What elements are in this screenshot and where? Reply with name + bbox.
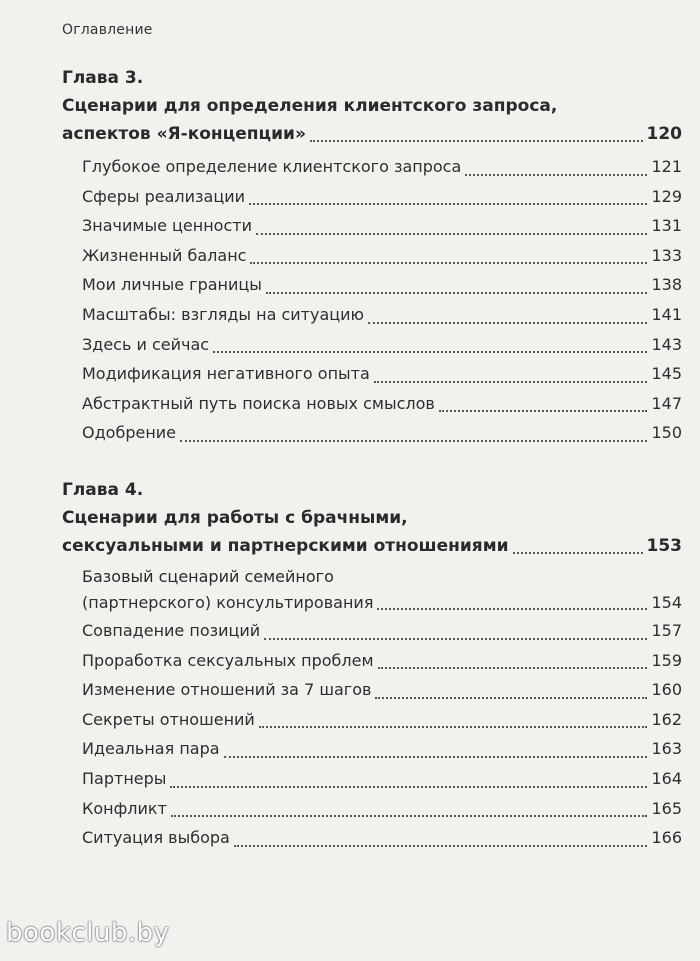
toc-entry[interactable]: [82, 359, 682, 389]
toc-entry[interactable]: [82, 389, 682, 419]
dot-leader: [378, 667, 648, 669]
entry-title: (партнерского) консультирования: [82, 593, 374, 612]
page-number: 131: [651, 216, 682, 236]
entry-title: Масштабы: взгляды на ситуацию: [82, 304, 365, 324]
chapter-title-line: аспектов «Я-концепции»: [62, 124, 306, 144]
dot-leader: [375, 697, 647, 699]
page-number: 143: [651, 334, 682, 354]
dot-leader: [224, 756, 648, 758]
dot-leader: [264, 638, 647, 640]
chapter-title-line: Сценарии для работы с брачными,: [62, 508, 408, 528]
page-number: 138: [651, 275, 682, 295]
page-number: 120: [646, 124, 682, 144]
entry-title: Значимые ценности: [82, 216, 252, 236]
toc-entry[interactable]: [82, 241, 682, 271]
chapter-number: Глава 4.: [62, 480, 144, 500]
dot-leader: [266, 292, 648, 294]
page-number: 160: [651, 680, 682, 700]
toc-entry[interactable]: [82, 734, 682, 764]
toc-entry[interactable]: [82, 764, 682, 794]
dot-leader: [250, 262, 647, 264]
page-number: 121: [651, 157, 682, 176]
entry-title: Партнеры: [82, 768, 167, 788]
entry-title: Секреты отношений: [82, 709, 255, 729]
chapter-3: [62, 64, 682, 448]
toc-entry[interactable]: [82, 646, 682, 676]
entry-title: Мои личные границы: [82, 275, 262, 295]
dot-leader: [256, 233, 647, 235]
entry-title: Сферы реализации: [82, 186, 245, 206]
dot-leader: [465, 174, 647, 176]
entry-title: Глубокое определение клиентского запроса: [82, 157, 462, 176]
toc-entry[interactable]: [82, 823, 682, 853]
dot-leader: [513, 552, 643, 554]
dot-leader: [234, 845, 648, 847]
dot-leader: [259, 726, 648, 728]
entry-title: Абстрактный путь поиска новых смыслов: [82, 393, 435, 413]
dot-leader: [180, 440, 647, 442]
toc-row-chapter[interactable]: [62, 120, 682, 148]
watermark-logo: bookclub.by: [6, 918, 170, 948]
page-number: 145: [651, 364, 682, 384]
page-number: 129: [651, 186, 682, 206]
entry-title: Одобрение: [82, 423, 177, 443]
dot-leader: [213, 351, 647, 353]
page-number: 165: [651, 798, 682, 818]
dot-leader: [439, 410, 648, 412]
dot-leader: [171, 815, 648, 817]
entry-title: Проработка сексуальных проблем: [82, 650, 374, 670]
page-number: 154: [651, 593, 682, 612]
entry-title: Совпадение позиций: [82, 621, 261, 640]
chapter-4: [62, 476, 682, 853]
toc-entry[interactable]: [82, 564, 682, 616]
toc-entry[interactable]: [82, 794, 682, 824]
toc-entry[interactable]: [82, 330, 682, 360]
section-list: [82, 564, 682, 853]
page-number: 163: [651, 739, 682, 759]
page-number: 164: [651, 768, 682, 788]
page-number: 141: [651, 304, 682, 324]
page-number: 153: [646, 536, 682, 556]
entry-title: Жизненный баланс: [82, 245, 247, 265]
dot-leader: [368, 322, 647, 324]
entry-title: Ситуация выбора: [82, 828, 230, 848]
entry-title: Конфликт: [82, 798, 167, 818]
toc-entry[interactable]: [82, 616, 682, 646]
entry-title: Здесь и сейчас: [82, 334, 210, 354]
chapter-title-line: сексуальными и партнерскими отношениями: [62, 536, 509, 556]
toc-row-chapter[interactable]: [62, 532, 682, 560]
page-number: 157: [651, 621, 682, 640]
running-header: Оглавление: [62, 22, 153, 38]
entry-title-line: Базовый сценарий семейного: [82, 567, 334, 586]
dot-leader: [377, 608, 647, 610]
toc-entry[interactable]: [82, 270, 682, 300]
dot-leader: [310, 140, 643, 142]
page-number: 147: [651, 393, 682, 413]
dot-leader: [249, 203, 647, 205]
page-number: 159: [651, 650, 682, 670]
entry-title: Изменение отношений за 7 шагов: [82, 680, 372, 700]
page-number: 162: [651, 709, 682, 729]
toc-entry[interactable]: [82, 675, 682, 705]
toc-entry[interactable]: [82, 152, 682, 182]
entry-title: Идеальная пара: [82, 739, 220, 759]
toc-entry[interactable]: [82, 705, 682, 735]
dot-leader: [374, 381, 648, 383]
toc-entry[interactable]: [82, 182, 682, 212]
page-number: 150: [651, 423, 682, 443]
chapter-title-line: Сценарии для определения клиентского запроса,: [62, 96, 558, 116]
dot-leader: [170, 786, 647, 788]
page-number: 133: [651, 245, 682, 265]
page-number: 166: [651, 828, 682, 848]
toc-entry[interactable]: [82, 211, 682, 241]
chapter-number: Глава 3.: [62, 68, 144, 88]
entry-title: Модификация негативного опыта: [82, 364, 370, 384]
toc-entry[interactable]: [82, 418, 682, 448]
section-list: [82, 152, 682, 448]
toc-entry[interactable]: [82, 300, 682, 330]
